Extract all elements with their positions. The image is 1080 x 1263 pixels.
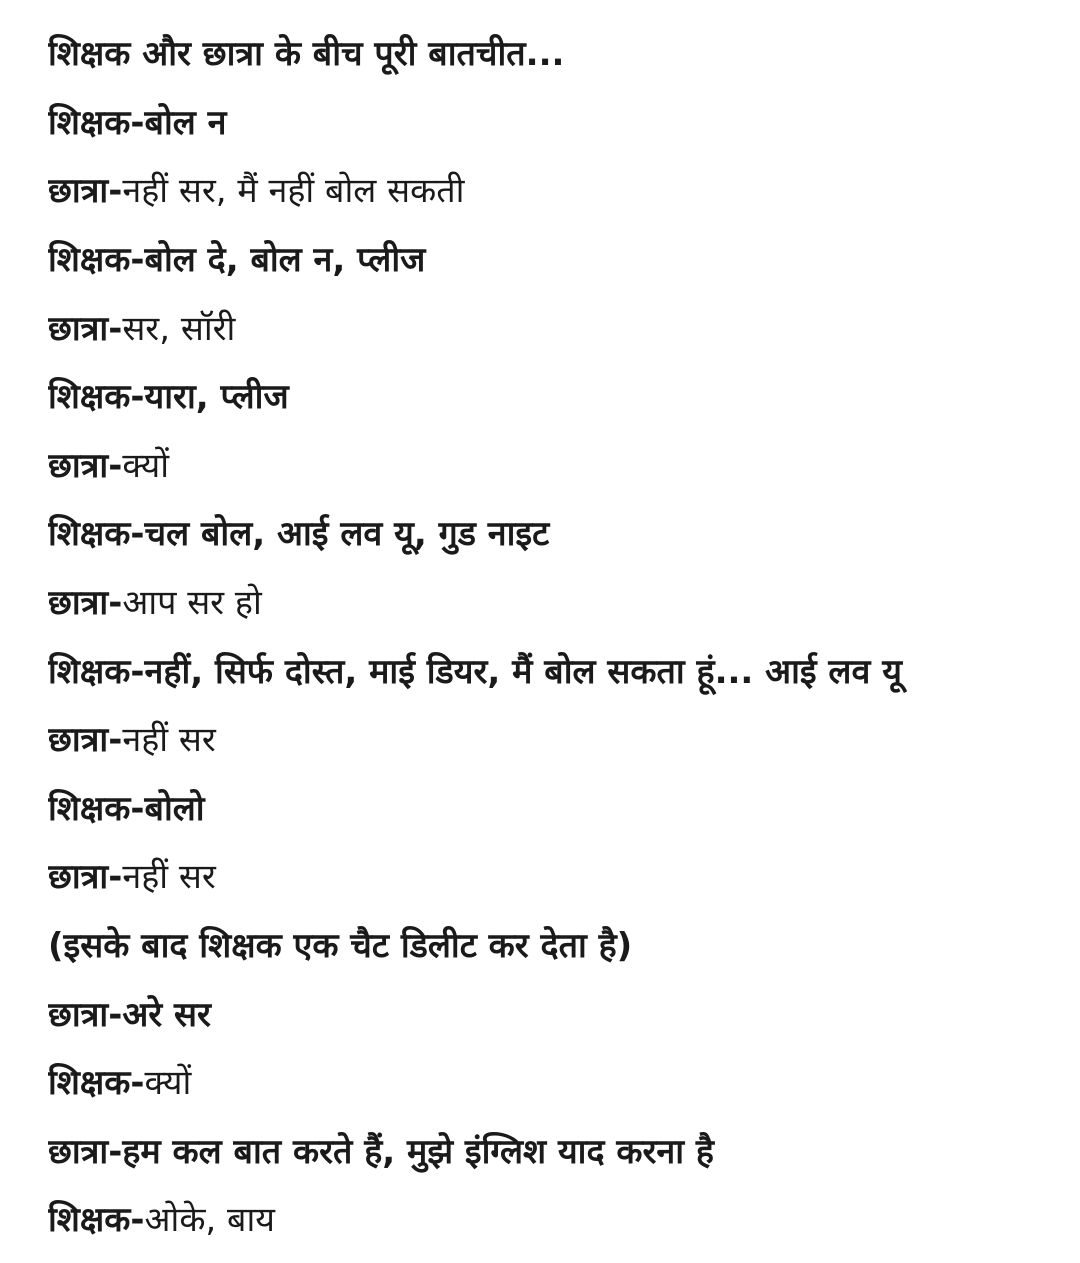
conversation-line — [48, 292, 1060, 361]
conversation-line — [48, 978, 1060, 1047]
speech-text: नहीं सर, मैं नहीं बोल सकती — [122, 171, 465, 212]
narration-text: (इसके बाद शिक्षक एक चैट डिलीट कर देता है) — [48, 926, 633, 967]
speaker-label: छात्रा- — [48, 994, 123, 1035]
conversation-line — [48, 1116, 1060, 1185]
speech-text: आप सर हो — [122, 583, 262, 624]
conversation-line — [48, 567, 1060, 636]
speaker-label: छात्रा- — [48, 1131, 123, 1172]
speech-text: सर, सॉरी — [122, 308, 236, 349]
speech-text: क्यों — [122, 445, 170, 486]
speaker-label: छात्रा- — [48, 857, 123, 898]
speech-text: नहीं सर — [122, 857, 216, 898]
speaker-label: शिक्षक- — [48, 788, 145, 829]
conversation-line — [48, 361, 1060, 430]
speech-text: ओके, बाय — [144, 1200, 275, 1241]
speaker-label: छात्रा- — [48, 720, 123, 761]
speech-text: क्यों — [144, 1063, 192, 1104]
conversation-line — [48, 430, 1060, 499]
conversation-document — [48, 18, 1060, 1253]
speech-text: नहीं सर — [122, 720, 216, 761]
speaker-label: शिक्षक- — [48, 1063, 145, 1104]
conversation-line — [48, 1047, 1060, 1116]
conversation-line — [48, 704, 1060, 773]
conversation-line — [48, 1184, 1060, 1253]
speaker-label: छात्रा- — [48, 445, 123, 486]
conversation-line — [48, 773, 1060, 842]
speaker-label: शिक्षक- — [48, 240, 145, 281]
speech-text: नहीं, सिर्फ दोस्त, माई डियर, मैं बोल सकता हूं... आई लव यू — [144, 651, 902, 692]
speaker-label: शिक्षक- — [48, 377, 145, 418]
speech-text: बोल दे, बोल न, प्लीज — [144, 240, 426, 281]
speech-text: यारा, प्लीज — [144, 377, 289, 418]
conversation-line — [48, 155, 1060, 224]
speaker-label: शिक्षक- — [48, 1200, 145, 1241]
speech-text: बोलो — [144, 788, 205, 829]
speaker-label: शिक्षक- — [48, 514, 145, 555]
conversation-line — [48, 498, 1060, 567]
speaker-label: शिक्षक- — [48, 651, 145, 692]
document-title: शिक्षक और छात्रा के बीच पूरी बातचीत... — [48, 34, 565, 75]
speaker-label: शिक्षक- — [48, 102, 145, 143]
conversation-line — [48, 87, 1060, 156]
conversation-line — [48, 224, 1060, 293]
speaker-label: छात्रा- — [48, 583, 123, 624]
speaker-label: छात्रा- — [48, 308, 123, 349]
speech-text: हम कल बात करते हैं, मुझे इंग्लिश याद करना है — [122, 1131, 714, 1172]
speaker-label: छात्रा- — [48, 171, 123, 212]
speech-text: बोल न — [144, 102, 227, 143]
conversation-line — [48, 635, 1060, 704]
conversation-line — [48, 841, 1060, 910]
speech-text: अरे सर — [122, 994, 211, 1035]
speech-text: चल बोल, आई लव यू, गुड नाइट — [144, 514, 550, 555]
conversation-lines — [48, 87, 1060, 1253]
conversation-line — [48, 910, 1060, 979]
